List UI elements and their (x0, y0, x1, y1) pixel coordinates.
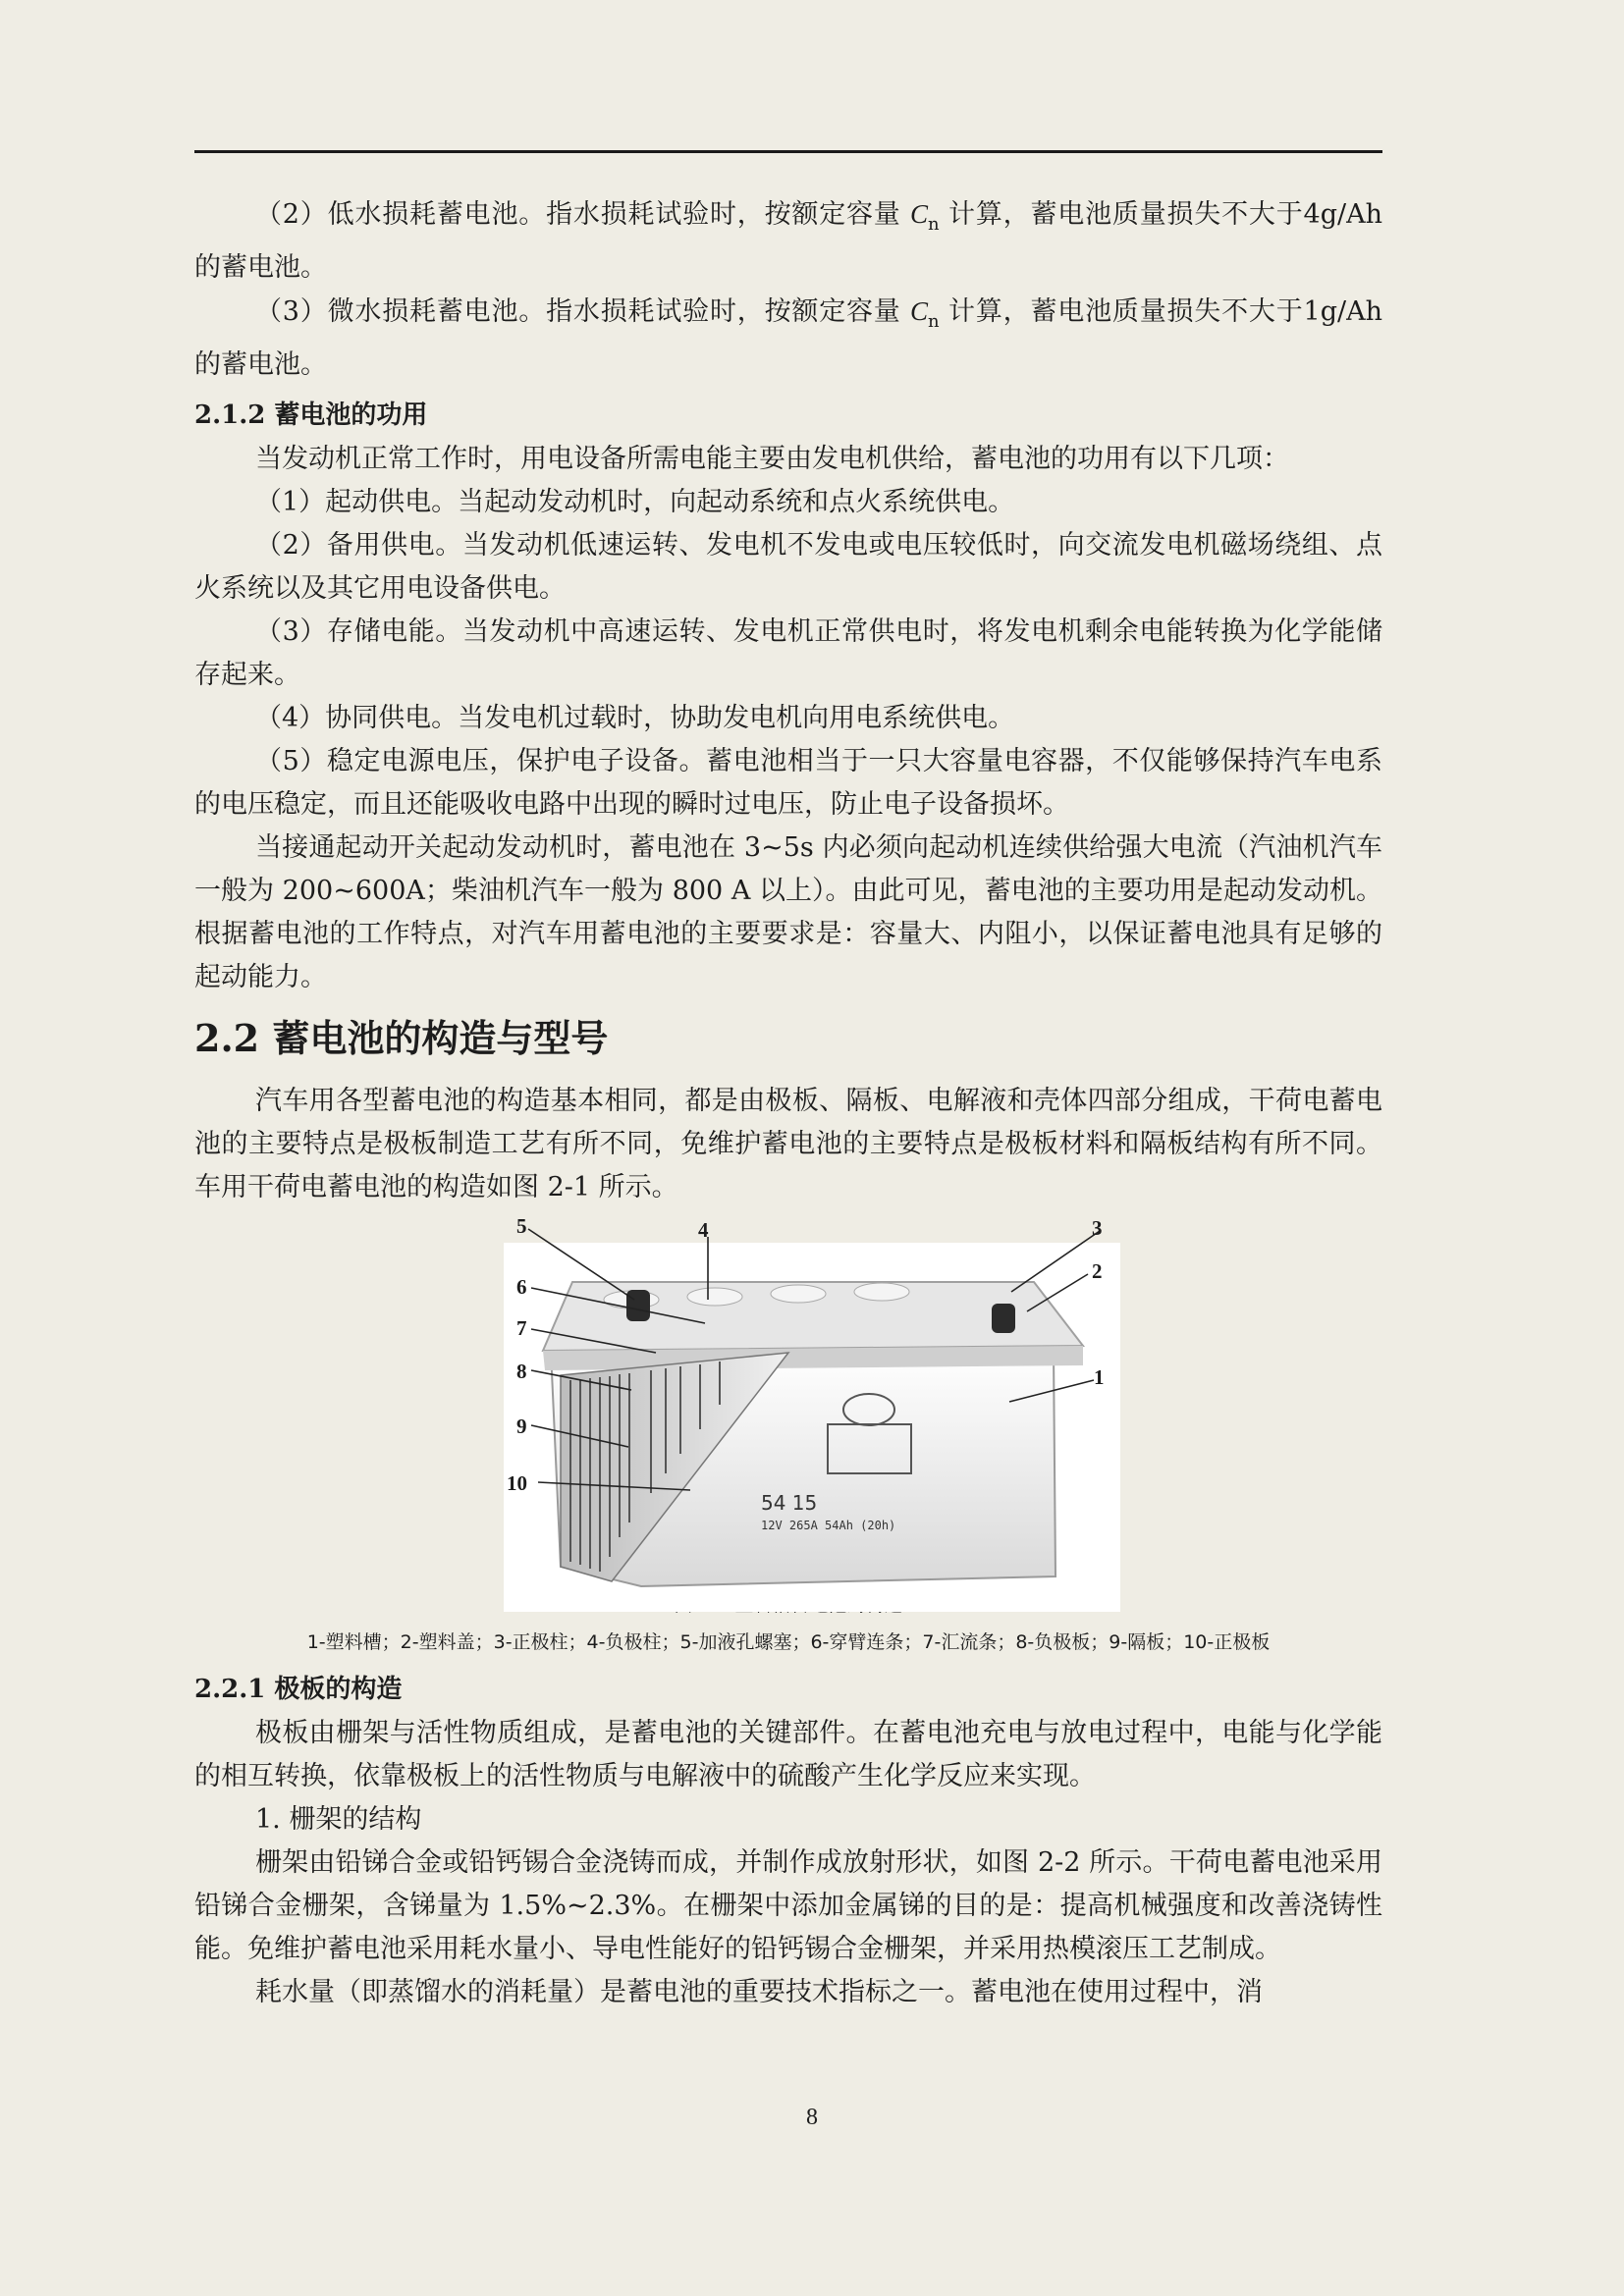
page-content (194, 192, 1382, 2014)
figure-label-7: 7 (516, 1316, 527, 1340)
figure-2-1 (194, 1215, 1382, 1580)
leader-lines (194, 1215, 1382, 1580)
figure-label-2: 2 (1092, 1259, 1103, 1283)
paragraph: 汽车用各型蓄电池的构造基本相同，都是由极板、隔板、电解液和壳体四部分组成，干荷电蓄电池的主要特点是极板制造工艺有所不同，免维护蓄电池的主要特点是极板材料和隔板结构有所不同。车用干荷电蓄电池的构造如图 2-1 所示。 (194, 1086, 1382, 1202)
figure-label-10: 10 (507, 1471, 527, 1495)
figure-label-8: 8 (516, 1360, 527, 1383)
section-heading-2-1-2: 2.1.2 蓄电池的功用 (194, 400, 428, 430)
paragraph: 当发动机正常工作时，用电设备所需电能主要由发电机供给，蓄电池的功用有以下几项： (255, 444, 1289, 474)
battery-model-text: 54 15 (761, 1491, 818, 1515)
paragraph: 当接通起动开关起动发动机时，蓄电池在 3~5s 内必须向起动机连续供给强大电流（汽油机汽车一般为 200~600A；柴油机汽车一般为 800 A 以上）。由此可见，蓄电池的主要功用是起动发动机。根据蓄电池的工作特点，对汽车用蓄电池的主要要求是：容量大、内阻小，以保证蓄电池具有足够的起动能力。 (194, 832, 1382, 992)
section-heading-2-2: 2.2 蓄电池的构造与型号 (194, 1016, 609, 1060)
paragraph: （4）协同供电。当发电机过载时，协助发电机向用电系统供电。 (255, 703, 1015, 733)
paragraph: （5）稳定电源电压，保护电子设备。蓄电池相当于一只大容量电容器，不仅能够保持汽车电系的电压稳定，而且还能吸收电路中出现的瞬时过电压，防止电子设备损坏。 (194, 746, 1382, 820)
page-number: 8 (806, 2105, 818, 2130)
figure-label-5: 5 (516, 1214, 527, 1238)
figure-label-6: 6 (516, 1275, 527, 1299)
battery-spec-text: 12V 265A 54Ah (20h) (761, 1519, 896, 1532)
section-heading-2-2-1: 2.2.1 极板的构造 (194, 1675, 403, 1704)
paragraph: （2）备用供电。当发动机低速运转、发电机不发电或电压较低时，向交流发电机磁场绕组、点火系统以及其它用电设备供电。 (194, 530, 1382, 604)
figure-label-9: 9 (516, 1415, 527, 1438)
figure-label-4: 4 (698, 1218, 709, 1242)
paragraph: 极板由栅架与活性物质组成，是蓄电池的关键部件。在蓄电池充电与放电过程中，电能与化学能的相互转换，依靠极板上的活性物质与电解液中的硫酸产生化学反应来实现。 (194, 1718, 1382, 1791)
figure-legend: 1-塑料槽；2-塑料盖；3-正极柱；4-负极柱；5-加液孔螺塞；6-穿臂连条；7-汇流条；8-负极板；9-隔板；10-正极板 (306, 1631, 1271, 1653)
paragraph: （3）微水损耗蓄电池。指水损耗试验时，按额定容量 $C_n$ 计算，蓄电池质量损失不大于1g/Ah 的蓄电池。 (194, 296, 1382, 380)
paragraph: （2）低水损耗蓄电池。指水损耗试验时，按额定容量 $C_n$ 计算，蓄电池质量损失不大于4g/Ah 的蓄电池。 (194, 199, 1382, 283)
paragraph: （1）起动供电。当起动发动机时，向起动系统和点火系统供电。 (255, 487, 1015, 517)
header-rule (194, 150, 1382, 153)
figure-label-3: 3 (1092, 1216, 1103, 1240)
list-heading: 1. 栅架的结构 (255, 1804, 422, 1835)
paragraph: 耗水量（即蒸馏水的消耗量）是蓄电池的重要技术指标之一。蓄电池在使用过程中，消 (255, 1977, 1263, 2007)
paragraph: 栅架由铅锑合金或铅钙锡合金浇铸而成，并制作成放射形状，如图 2-2 所示。干荷电蓄电池采用铅锑合金栅架，含锑量为 1.5%~2.3%。在栅架中添加金属锑的目的是：提高机械强度和改善浇铸性能。免维护蓄电池采用耗水量小、导电性能好的铅钙锡合金栅架，并采用热模滚压工艺制成。 (194, 1847, 1382, 1964)
figure-label-1: 1 (1094, 1365, 1105, 1389)
paragraph: （3）存储电能。当发动机中高速运转、发电机正常供电时，将发电机剩余电能转换为化学能储存起来。 (194, 616, 1382, 690)
